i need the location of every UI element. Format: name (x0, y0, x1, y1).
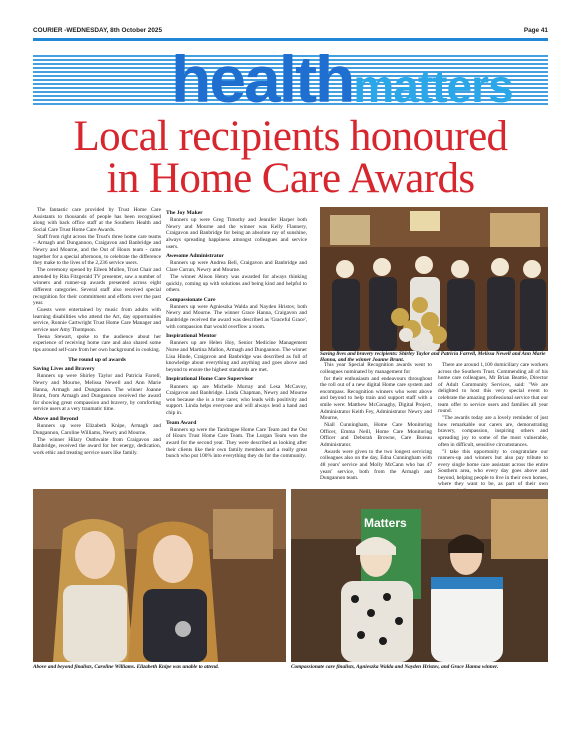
article-paragraph: Awards were given to the two longest servicing colleagues also on the day, Edna Cunningham with 48 years' service and Molly McCann who has 47 years' service, both from the Armagh and Dungannon team. (320, 448, 432, 482)
header-rule (33, 38, 548, 41)
award-subheading: Team Award (166, 419, 197, 426)
award-subheading: Compassionate Care (166, 296, 216, 303)
article-paragraph: "I take this opportunity to congratulate our runners-up and winners but also pay tribute to every single home care assistant across the entire Southern area, who every day goes above and beyond, helping people to live in their own homes, where they want to be, as part of their own (438, 448, 548, 488)
caption-left-photo: Above and beyond finalists, Caroline Williams. Elizabeth Knipe was unable to attend. (33, 664, 220, 670)
section-title-word2: matters (353, 60, 513, 112)
award-subheading: The round up of awards (68, 356, 126, 363)
article-paragraph: This year Special Recognition awards went to colleagues nominated by management for (320, 362, 432, 375)
article-paragraph: The winner Hilary Outhwaite from Craigavon and Banbridge, received the award for her energy, dedication, work ethic and treating service users like family. (33, 436, 161, 456)
article-paragraph: Staff from right across the Trust's three home care teams – Armagh and Dungannon, Craigavon and Banbridge and Newry and Mourne, and the Out of Hours team - came together for a special afternoon, to celebrate the difference they make to the lives of the 2,236 service users. (33, 233, 161, 267)
body-column-4 (438, 362, 548, 487)
article-paragraph: Runners up were Shirley Taylor and Patricia Farrell, Newry and Mourne, Melissa Newell and Ann Marie Hanna, Armagh and Dungannon. The winner Joanne Brunt, from Armagh and Dungannon received the award for showing great compassion and bravery, by comforting service users at a very traumatic time. (33, 373, 161, 413)
body-column-3 (320, 362, 432, 487)
photo-above-and-beyond-finalists (33, 489, 286, 662)
article-paragraph: Runners up were Greg Timothy and Jennifer Harper both Newry and Mourne and the winner was Kelly Flannery, Craigavon and Banbridge for being an absolute ray of sunshine, always spreading happiness amongst colleagues and service users. (166, 217, 307, 250)
photo-bravery-recipients (320, 207, 548, 351)
page-number: Page 41 (523, 27, 548, 34)
headline-line-2: in Home Care Awards (106, 155, 475, 202)
award-subheading: The Joy Maker (166, 210, 203, 216)
award-subheading: Above and Beyond (33, 415, 79, 422)
banner-text: Matters (364, 516, 407, 530)
article-paragraph: for their enthusiasm and endeavours throughout the roll out of a new digital Home care system and encompass. Recognition winners who went above and beyond to help train and support staff with a smile were: Matthew McConaghy, Digital Project, Administrator Keith Fey, Administrator Newry and Mourne, (320, 375, 432, 422)
article-paragraph: Niall Cunningham, Home Care Monitoring Officer, Emma Neill, Home Care Monitoring Officer and Deborah Browne, Care Bureau Administrator. (320, 422, 432, 448)
headline-line-1: Local recipients honoured (73, 113, 508, 160)
award-subheading: Inspirational Home Care Supervisor (166, 376, 254, 383)
publication-line: COURIER -WEDNESDAY, 8th October 2025 (33, 27, 163, 34)
article-paragraph: The fantastic care provided by Trust Home Care Assistants to thousands of people has been recognised along with back office staff at the Southern Health and Social Care Trust Home Care Awards. (33, 207, 161, 233)
article-paragraph: Teena Stewart, spoke to the audience about her experience of receiving home care and also shared some tips around self-care from her own background in cooking. (33, 333, 161, 354)
award-subheading: Inspirational Mentor (166, 333, 217, 340)
article-paragraph: The ceremony opened by Eileen Mullen, Trust Chair and attended by Rita Fitzgerald TV presenter, saw a number of winners and runner-up awards presented across eight different categories. Several staff also received special recognition for their commitment and efforts over the past year. (33, 267, 161, 307)
article-paragraph: Runners up are Michelle Murray and Lesa McCavoy, Craigavon and Banbridge. Linda Chapman, Newry and Mourne won because she is a true carer, who leads with positivity and support. Linda helps everyone and will always lend a hand and chip in. (166, 383, 307, 416)
article-paragraph: Runners up were Andrea Bell, Craigavon and Banbridge and Clare Curran, Newry and Mourne. (166, 260, 307, 273)
award-subheading: Saving Lives and Bravery (33, 366, 95, 373)
caption-top-photo: Saving lives and bravery recipients: Shirley Taylor and Patricia Farrell, Melissa Newell and Ann Marie Hanna, and the winner Joanne Brunt. (320, 351, 546, 364)
section-title-word1: health (171, 42, 354, 116)
section-masthead (33, 42, 548, 116)
body-column-2 (166, 207, 307, 487)
article-paragraph: Runners up were Agnieszka Walda and Nayden Hristov, both Newry and Mourne. The winner Grace Hanna, Craigavon and Banbridge received the award was described as 'Graceful Grace', with compassion that would overflow a room. (166, 303, 307, 330)
page-header (33, 27, 548, 37)
article-paragraph: "The awards today are a lovely reminder of just how remarkable our carers are, demonstrating bravery, compassion, inspiring others and spreading joy to some of the most vulnerable, often in difficult, sensitive circumstances. (438, 415, 548, 448)
photo-compassionate-care-finalists (291, 489, 548, 662)
article-paragraph: The winner Alison Henry was awarded for always thinking quickly, coming up with solutions and being kind and helpful to others. (166, 273, 307, 294)
caption-right-photo: Compassionate care finalists, Agnieszka Walda and Nayden Hristov, and Grace Hanna winner. (291, 664, 499, 670)
article-paragraph: Runners up were Elizabeth Knipe, Armagh and Dungannon, Caroline Williams, Newry and Mourne. (33, 423, 161, 436)
article-paragraph: Runners up were the Tandragee Home Care Team and the Out of Hours Trust Home Care Team. The Lurgan Team won the award for the second year. They were described as looking after their clients like their own family members and a really great bunch who put 100% into everything they do for the community. (166, 426, 307, 460)
body-column-1 (33, 207, 161, 487)
article-paragraph: Guests were entertained by music from adults with learning disabilities who attend the Art, day opportunities service, Ronnie Cartwright Trust Home Care Manager and service user Amy Thompson. (33, 307, 161, 333)
article-paragraph: Runners up are Helen Hoy, Senior Medicine Management Nurse and Martina Mallon, Armagh and Dungannon. The winner Lisa Hinde, Craigavon and Banbridge was described as full of knowledge about everything and anything and goes above and beyond to ensure the highest standards are met. (166, 340, 307, 373)
award-subheading: Awesome Administrator (166, 253, 224, 260)
article-headline (33, 113, 548, 202)
article-paragraph: There are around 1,100 domiciliary care workers across the Southern Trust. Commending all of his home care colleagues, Mr Brian Beattie, Director of Adult Community Services, said: "We are delighted to host this very special event to celebrate the amazing professional service that our team offer to service users and families all year round. (438, 362, 548, 415)
